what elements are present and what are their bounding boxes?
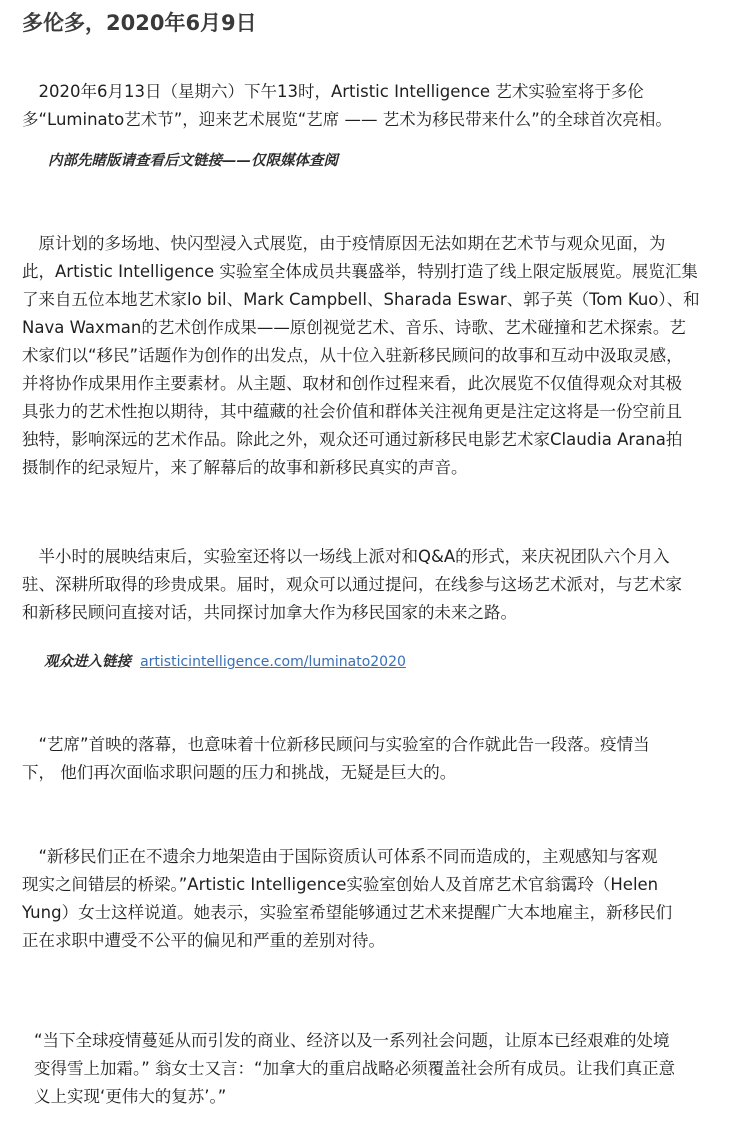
- paragraph-line: 正在求职中遭受不公平的偏见和严重的差别对待。: [22, 931, 385, 950]
- paragraph-quote-bridge: [22, 843, 732, 955]
- paragraph-line: 术家们以“移民”话题作为创作的出发点，从十位入驻新移民顾问的故事和互动中汲取灵感，: [22, 346, 683, 365]
- paragraph-line: 变得雪上加霜。” 翁女士又言：“加拿大的重启战略必须覆盖社会所有成员。让我们真正意: [34, 1059, 676, 1078]
- paragraph-line: “新移民们正在不遗余力地架造由于国际资质认可体系不同而造成的，主观感知与客观: [22, 847, 658, 866]
- paragraph-line: 现实之间错层的桥梁。”Artistic Intelligence实验室创始人及首席艺术官翁霭玲（Helen: [22, 875, 659, 894]
- paragraph-exhibition: [22, 230, 732, 482]
- paragraph-line: Nava Waxman的艺术创作成果——原创视觉艺术、音乐、诗歌、艺术碰撞和艺术探索。艺: [22, 318, 686, 337]
- paragraph-line: Yung）女士这样说道。她表示，实验室希望能够通过艺术来提醒广大本地雇主，新移民们: [22, 903, 673, 922]
- paragraph-line: 摄制作的纪录短片，来了解幕后的故事和新移民真实的声音。: [22, 458, 468, 477]
- paragraph-line: 多“Luminato艺术节”，迎来艺术展览“艺席 —— 艺术为移民带来什么”的全球首次亮相。: [22, 110, 672, 129]
- paragraph-line: “艺席”首映的落幕，也意味着十位新移民顾问与实验室的合作就此告一段落。疫情当: [22, 735, 650, 754]
- paragraph-line: “当下全球疫情蔓延从而引发的商业、经济以及一系列社会问题，让原本已经艰难的处境: [34, 1031, 670, 1050]
- paragraph-line: 下， 他们再次面临求职问题的压力和挑战，无疑是巨大的。: [22, 763, 457, 782]
- paragraph-line: 并将协作成果用作主要素材。从主题、取材和创作过程来看，此次展览不仅值得观众对其极: [22, 374, 682, 393]
- paragraph-quote-recovery: [34, 1027, 744, 1111]
- paragraph-line: 义上实现‘更伟大的复苏’。”: [34, 1087, 227, 1106]
- paragraph-line: 此，Artistic Intelligence 实验室全体成员共襄盛举，特别打造了线上限定版展览。展览汇集: [22, 262, 698, 281]
- embargo-note: 内部先睹版请查看后文链接——仅限媒体查阅: [48, 153, 338, 169]
- paragraph-line: 具张力的艺术性抱以期待，其中蕴藏的社会价值和群体关注视角更是注定这将是一份空前且: [22, 402, 682, 421]
- paragraph-line: 2020年6月13日（星期六）下午13时，Artistic Intelligence 艺术实验室将于多伦: [22, 82, 644, 101]
- paragraph-line: 独特，影响深远的艺术作品。除此之外，观众还可通过新移民电影艺术家Claudia Arana拍: [22, 430, 683, 449]
- paragraph-line: 了来自五位本地艺术家lo bil、Mark Campbell、Sharada Eswar、郭子英（Tom Kuo）、和: [22, 290, 700, 309]
- paragraph-party: [22, 543, 732, 627]
- paragraph-line: 驻、深耕所取得的珍贵成果。届时，观众可以通过提问，在线参与这场艺术派对，与艺术家: [22, 575, 682, 594]
- audience-link[interactable]: artisticintelligence.com/luminato2020: [140, 654, 406, 670]
- audience-link-line: [44, 650, 406, 673]
- paragraph-line: 半小时的展映结束后，实验室还将以一场线上派对和Q&A的形式，来庆祝团队六个月入: [22, 547, 670, 566]
- paragraph-intro: [22, 78, 732, 134]
- dateline-heading: 多伦多，2020年6月9日: [22, 11, 257, 35]
- paragraph-line: 原计划的多场地、快闪型浸入式展览，由于疫情原因无法如期在艺术节与观众见面，为: [22, 234, 666, 253]
- audience-link-label: 观众进入链接: [44, 654, 131, 670]
- paragraph-line: 和新移民顾问直接对话，共同探讨加拿大作为移民国家的未来之路。: [22, 603, 517, 622]
- paragraph-closing: [22, 731, 732, 787]
